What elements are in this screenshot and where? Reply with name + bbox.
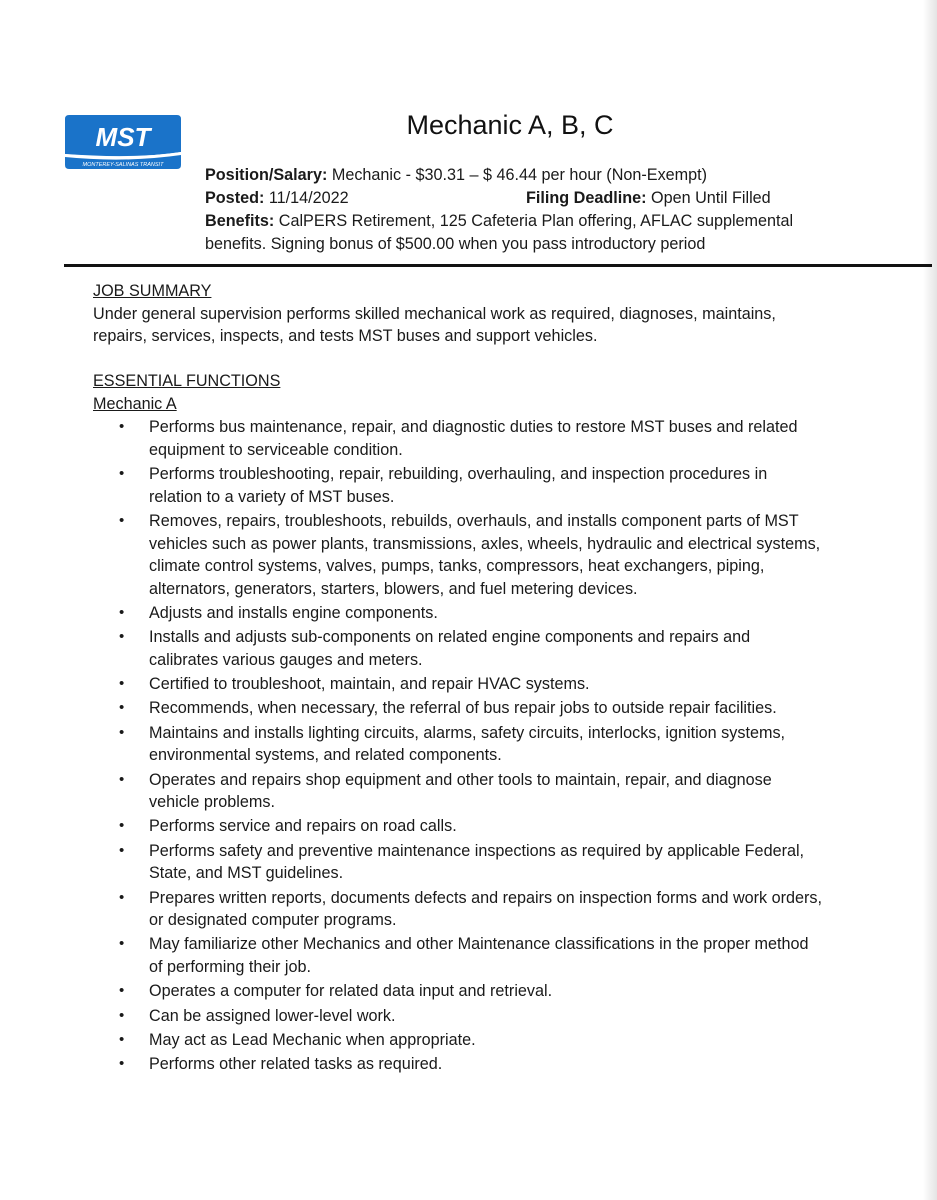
filing-deadline <box>526 189 771 208</box>
bullet-icon: • <box>119 770 125 788</box>
bullet-icon: • <box>119 1006 125 1024</box>
deadline-label: Filing Deadline: <box>526 189 647 207</box>
mechanic-a-subheading: Mechanic A <box>93 394 177 413</box>
list-item <box>93 1005 823 1028</box>
list-item-text: Operates a computer for related data input and retrieval. <box>149 982 553 1001</box>
position-label: Position/Salary: <box>205 166 328 184</box>
list-item <box>93 673 823 696</box>
list-item <box>93 510 823 601</box>
position-value: Mechanic - $30.31 – $ 46.44 per hour (Non-Exempt) <box>327 166 708 184</box>
mst-logo <box>65 112 181 172</box>
list-item-text: Installs and adjusts sub-components on related engine components and repairs and calibrates various gauges and meters. <box>149 628 751 670</box>
essential-functions-heading: ESSENTIAL FUNCTIONS <box>93 372 281 390</box>
bullet-icon: • <box>119 841 125 859</box>
list-item <box>93 626 823 671</box>
bullet-icon: • <box>119 699 125 717</box>
bullet-icon: • <box>119 675 125 693</box>
list-item-text: Certified to troubleshoot, maintain, and repair HVAC systems. <box>149 675 590 694</box>
job-summary-heading: JOB SUMMARY <box>93 282 212 300</box>
list-item <box>93 722 823 767</box>
document-title: Mechanic A, B, C <box>406 110 614 140</box>
job-summary-text: Under general supervision performs skilled mechanical work as required, diagnoses, maintains, repairs, services, inspects, and tests MST buses and support vehicles. <box>93 304 776 345</box>
deadline-value: Open Until Filled <box>646 189 771 207</box>
bullet-icon: • <box>119 1054 125 1072</box>
benefits-line <box>205 212 793 231</box>
bullet-icon: • <box>119 418 125 435</box>
list-item-text: Maintains and installs lighting circuits, alarms, safety circuits, interlocks, ignition systems, environmental systems, and related components. <box>149 723 786 765</box>
list-item-text: Performs bus maintenance, repair, and diagnostic duties to restore MST buses and related equipment to serviceable condition. <box>149 418 798 459</box>
posted-label: Posted: <box>205 189 265 207</box>
bullet-icon: • <box>119 511 125 529</box>
list-item <box>93 815 823 838</box>
list-item-text: Removes, repairs, troubleshoots, rebuilds, overhauls, and installs component parts of MST vehicles such as power plants, transmissions, axles, wheels, hydraulic and electrical systems, climate control systems, valves, pumps, tanks, compressors, heat exchangers, piping, alternators, generators, starters, blowers, and fuel metering devices. <box>149 511 821 598</box>
list-item-text: Recommends, when necessary, the referral of bus repair jobs to outside repair facilities. <box>149 699 777 718</box>
bullet-icon: • <box>119 817 125 835</box>
benefits-label: Benefits: <box>205 212 275 230</box>
list-item <box>93 1053 823 1076</box>
list-item <box>93 840 823 885</box>
list-item <box>93 933 823 978</box>
header-divider <box>64 264 932 267</box>
list-item-text: Operates and repairs shop equipment and other tools to maintain, repair, and diagnose vehicle problems. <box>149 770 772 812</box>
essential-functions-section <box>93 370 833 415</box>
list-item-text: Performs service and repairs on road calls. <box>149 817 457 836</box>
bullet-icon: • <box>119 888 125 906</box>
list-item-text: Performs safety and preventive maintenance inspections as required by applicable Federal, State, and MST guidelines. <box>149 841 805 883</box>
list-item <box>93 602 823 625</box>
list-item <box>93 769 823 814</box>
benefits-value: CalPERS Retirement, 125 Cafeteria Plan offering, AFLAC supplemental <box>274 212 794 230</box>
bullet-icon: • <box>119 935 125 953</box>
posted-line <box>205 189 349 208</box>
job-summary-section <box>93 280 833 348</box>
list-item <box>93 697 823 720</box>
page-edge-shadow <box>923 0 937 1200</box>
list-item-text: Performs troubleshooting, repair, rebuilding, overhauling, and inspection procedures in relation to a variety of MST buses. <box>149 464 768 506</box>
list-item <box>93 980 823 1003</box>
list-item-text: Performs other related tasks as required. <box>149 1054 443 1073</box>
list-item <box>93 416 823 461</box>
list-item <box>93 1029 823 1052</box>
position-salary-line <box>205 166 707 185</box>
logo-tagline: MONTEREY-SALINAS TRANSIT <box>82 162 164 168</box>
bullet-icon: • <box>119 628 125 646</box>
list-item <box>93 463 823 508</box>
essential-functions-list <box>93 416 823 1077</box>
posted-value: 11/14/2022 <box>264 189 349 207</box>
bullet-icon: • <box>119 982 125 1000</box>
bullet-icon: • <box>119 1030 125 1048</box>
bullet-icon: • <box>119 723 125 741</box>
bullet-icon: • <box>119 604 125 622</box>
benefits-line-2: benefits. Signing bonus of $500.00 when you pass introductory period <box>205 235 706 253</box>
list-item-text: Prepares written reports, documents defects and repairs on inspection forms and work orders, or designated computer programs. <box>149 888 822 930</box>
list-item-text: May act as Lead Mechanic when appropriate. <box>149 1030 476 1049</box>
list-item <box>93 887 823 932</box>
list-item-text: May familiarize other Mechanics and other Maintenance classifications in the proper method of performing their job. <box>149 935 809 977</box>
bullet-icon: • <box>119 464 125 482</box>
list-item-text: Can be assigned lower-level work. <box>149 1006 396 1025</box>
list-item-text: Adjusts and installs engine components. <box>149 604 438 623</box>
logo-wordmark: MST <box>95 122 151 152</box>
